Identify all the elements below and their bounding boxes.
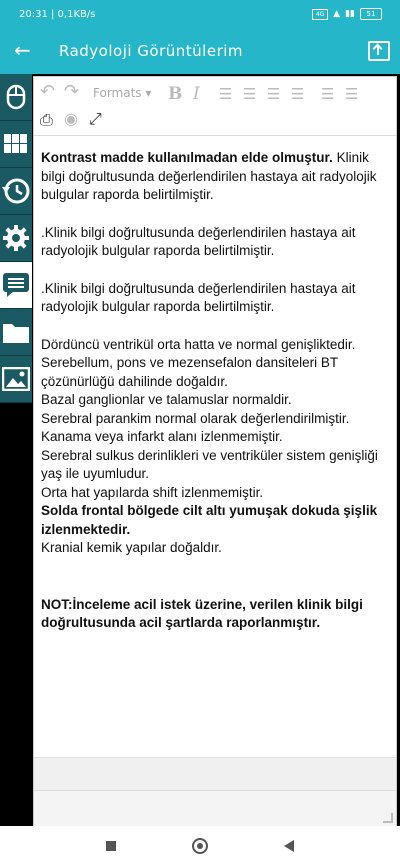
mouse-icon xyxy=(6,84,26,110)
status-bar xyxy=(0,0,400,30)
report-content[interactable] xyxy=(41,149,393,633)
sidebar xyxy=(0,74,32,824)
sidebar-item-history[interactable] xyxy=(0,168,32,215)
status-time: 20:31 | 0,1KB/s xyxy=(19,9,96,20)
finding-line: Serebellum, pons ve mezensefalon dansiteleri BT çözünürlüğü dahilinde doğaldır. xyxy=(41,355,338,389)
editor-footer xyxy=(34,790,396,826)
sidebar-item-settings[interactable] xyxy=(0,215,32,262)
grid-icon xyxy=(4,134,28,154)
sidebar-item-grid[interactable] xyxy=(0,121,32,168)
recents-icon[interactable] xyxy=(106,841,116,851)
folder-icon xyxy=(2,320,30,344)
sidebar-item-folder[interactable] xyxy=(0,309,32,356)
home-icon[interactable] xyxy=(192,838,208,854)
signal-icon: ▮▮ xyxy=(345,9,355,19)
indent-icon[interactable]: ☰ xyxy=(345,85,359,103)
formats-label: Formats xyxy=(93,86,142,100)
sidebar-item-images[interactable] xyxy=(0,356,32,403)
outdent-icon[interactable]: ☰ xyxy=(321,85,335,103)
sidebar-item-report[interactable] xyxy=(0,262,32,309)
align-center-icon[interactable]: ☰ xyxy=(243,85,257,103)
align-left-icon[interactable]: ☰ xyxy=(219,85,233,103)
formats-dropdown[interactable]: Formats ▾ xyxy=(93,86,152,100)
align-justify-icon[interactable]: ☰ xyxy=(291,85,305,103)
editor-statusbar xyxy=(34,757,396,791)
undo-icon[interactable]: ↶ xyxy=(40,81,56,102)
back-arrow-icon[interactable]: ← xyxy=(14,38,31,62)
redo-icon[interactable]: ↷ xyxy=(64,81,80,102)
finding-line: Serebral parankim normal olarak değerlendirilmiştir. xyxy=(41,410,350,426)
status-icons xyxy=(312,8,382,20)
contrast-note: Kontrast madde kullanılmadan elde olmuştur. xyxy=(41,150,333,165)
finding-line: Kanama veya infarkt alanı izlenmemiştir. xyxy=(41,429,283,444)
swelling-finding: Solda frontal bölgede cilt altı yumuşak dokuda şişlik izlenmektedir. xyxy=(41,503,378,537)
align-right-icon[interactable]: ☰ xyxy=(267,85,281,103)
page-title: Radyoloji Görüntülerim xyxy=(59,42,244,60)
wifi-icon: ▲ xyxy=(333,9,341,19)
bold-icon[interactable]: B xyxy=(168,84,183,104)
image-icon xyxy=(2,367,30,391)
note-paragraph xyxy=(41,596,393,633)
report-paragraph-2: .Klinik bilgi doğrultusunda değerlendirilen hastaya ait radyolojik bulgular raporda belirtilmiştir. xyxy=(41,224,356,258)
finding-line: Dördüncü ventrikül orta hatta ve normal genişliktedir. xyxy=(41,336,356,352)
report-paragraph-3: .Klinik bilgi doğrultusunda değerlendirilen hastaya ait radyolojik bulgular raporda belirtilmiştir. xyxy=(41,280,356,314)
report-editor xyxy=(33,76,397,826)
report-icon xyxy=(2,272,30,298)
print-icon[interactable]: ⎙ xyxy=(40,110,53,129)
italic-icon[interactable]: I xyxy=(193,84,200,104)
resize-handle-icon[interactable] xyxy=(383,813,393,823)
finding-line: Orta hat yapılarda shift izlenmemiştir. xyxy=(41,484,264,500)
finding-line: Kranial kemik yapılar doğaldır. xyxy=(41,540,222,555)
clinical-note-1: Klinik bilgi doğrultusunda değerlendirilen hastaya ait radyolojik bulgular raporda belirtilmiştir. xyxy=(41,150,377,202)
finding-bold-line xyxy=(41,502,393,539)
sidebar-item-mouse[interactable] xyxy=(0,74,32,121)
battery-icon: 51 xyxy=(360,8,382,20)
network-icon: 4G xyxy=(312,9,328,20)
finding-line: Serebral sulkus derinlikleri ve ventriküler sistem genişliği yaş ile uyumludur. xyxy=(41,447,378,481)
urgent-note: NOT:İnceleme acil istek üzerine, verilen klinik bilgi doğrultusunda acil şartlarda raporlanmıştır. xyxy=(41,596,363,630)
gear-icon xyxy=(2,224,30,252)
editor-toolbar xyxy=(34,77,396,136)
upload-icon[interactable] xyxy=(368,41,390,61)
app-bar xyxy=(0,30,400,74)
finding-line: Bazal ganglionlar ve talamuslar normaldir. xyxy=(41,392,292,407)
history-icon xyxy=(2,177,30,205)
back-triangle-icon[interactable] xyxy=(284,840,294,852)
report-paragraph-1 xyxy=(41,149,393,205)
system-nav-bar xyxy=(0,826,400,866)
fullscreen-icon[interactable]: ⤢ xyxy=(89,109,102,128)
preview-eye-icon[interactable]: ◉ xyxy=(64,109,78,128)
